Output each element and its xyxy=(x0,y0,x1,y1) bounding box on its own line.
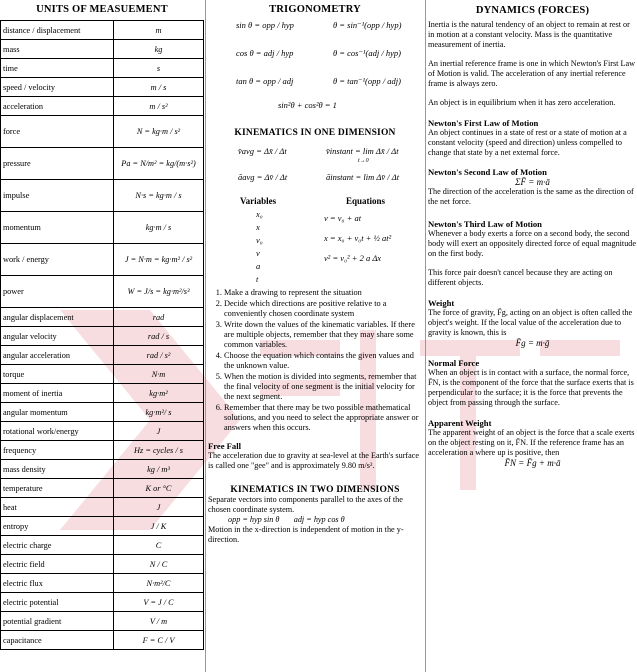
units-quantity: angular velocity xyxy=(1,327,114,346)
variables-heading: Variables xyxy=(240,196,277,206)
units-quantity: angular momentum xyxy=(1,403,114,422)
units-unit: J xyxy=(114,498,204,517)
units-quantity: mass xyxy=(1,40,114,59)
units-row xyxy=(1,365,204,384)
units-unit: kg·m²/ s xyxy=(114,403,204,422)
apparent-text: The apparent weight of an object is the force that a scale exerts on the object resting on it, F̄N. If the reference frame has an acceleration a where up is positive, then xyxy=(428,428,635,457)
dynamics-heading: DYNAMICS (FORCES) xyxy=(475,5,590,16)
units-unit: K or °C xyxy=(114,479,204,498)
units-row xyxy=(1,498,204,517)
units-row xyxy=(1,40,204,59)
units-row xyxy=(1,631,204,650)
equation-item: v² = v₀² + 2 a Δx xyxy=(324,253,382,263)
kin1-ainst: āinstant = lim Δv̄ / Δt xyxy=(326,172,400,182)
units-quantity: pressure xyxy=(1,148,114,180)
equation-item: x = x₀ + v₀t + ½ at² xyxy=(324,233,392,243)
units-row xyxy=(1,212,204,244)
units-unit: V = J / C xyxy=(114,593,204,612)
units-row xyxy=(1,479,204,498)
frame-text: An inertial reference frame is one in which Newton's First Law of Motion is valid. The acceleration of any inertial reference frame is always zero. xyxy=(428,59,636,88)
units-row xyxy=(1,517,204,536)
apparent-heading: Apparent Weight xyxy=(428,418,492,428)
units-row xyxy=(1,21,204,40)
kin2-heading: KINEMATICS IN TWO DIMENSIONS xyxy=(230,485,400,495)
units-quantity: time xyxy=(1,59,114,78)
units-unit: N·m²/C xyxy=(114,574,204,593)
normal-text: When an object is in contact with a surface, the normal force, F̄N, is the component of the force that the surface exerts that is perpendicular to the surface; it is the force that prevents the object from passing through the surface. xyxy=(428,368,634,407)
units-row xyxy=(1,148,204,180)
step-item: 1. Make a drawing to represent the situation xyxy=(224,288,422,298)
units-unit: m / s xyxy=(114,78,204,97)
units-quantity: temperature xyxy=(1,479,114,498)
units-unit: rad / s² xyxy=(114,346,204,365)
trig-sin: sin θ = opp / hyp xyxy=(236,20,294,30)
units-unit: m xyxy=(114,21,204,40)
units-row xyxy=(1,346,204,365)
units-quantity: force xyxy=(1,116,114,148)
divider-2 xyxy=(425,0,426,672)
dynamics-column xyxy=(428,0,637,468)
units-unit: kg / m³ xyxy=(114,460,204,479)
variable-item: v xyxy=(256,248,260,258)
units-quantity: angular acceleration xyxy=(1,346,114,365)
kin1-lim-sub: t→0 xyxy=(358,158,369,164)
units-quantity: capacitance xyxy=(1,631,114,650)
units-unit: N·s = kg·m / s xyxy=(114,180,204,212)
units-row xyxy=(1,574,204,593)
step-item: 6. Remember that there may be two possible mathematical solutions, and you need to select the appropriate answer or answers when this occurs. xyxy=(224,403,422,433)
steps-list xyxy=(208,288,422,433)
units-row xyxy=(1,555,204,574)
units-row xyxy=(1,78,204,97)
trig-heading: TRIGONOMETRY xyxy=(269,4,361,15)
units-row xyxy=(1,460,204,479)
units-quantity: frequency xyxy=(1,441,114,460)
units-row xyxy=(1,536,204,555)
units-quantity: electric flux xyxy=(1,574,114,593)
units-unit: J / K xyxy=(114,517,204,536)
units-row xyxy=(1,180,204,212)
units-quantity: electric potential xyxy=(1,593,114,612)
units-row xyxy=(1,422,204,441)
law1-text: An object continues in a state of rest or a state of motion at a constant velocity (speed and direction) unless compelled to change that state by a net external force. xyxy=(428,128,627,157)
equations-list xyxy=(324,208,391,268)
units-quantity: heat xyxy=(1,498,114,517)
law2-text: The direction of the acceleration is the same as the direction of the net force. xyxy=(428,187,634,206)
units-row xyxy=(1,327,204,346)
units-table xyxy=(0,20,204,650)
units-unit: m / s² xyxy=(114,97,204,116)
law1-heading: Newton's First Law of Motion xyxy=(428,118,539,128)
units-row xyxy=(1,612,204,631)
units-unit: rad xyxy=(114,308,204,327)
units-quantity: electric charge xyxy=(1,536,114,555)
weight-heading: Weight xyxy=(428,298,455,308)
units-quantity: potential gradient xyxy=(1,612,114,631)
trig-identity: sin²θ + cos²θ = 1 xyxy=(278,100,337,110)
units-quantity: power xyxy=(1,276,114,308)
units-unit: N = kg·m / s² xyxy=(114,116,204,148)
units-unit: J xyxy=(114,422,204,441)
law2-equation: ΣF̄ = m·ā xyxy=(515,177,550,187)
variable-item: x xyxy=(256,222,260,232)
units-row xyxy=(1,59,204,78)
units-unit: rad / s xyxy=(114,327,204,346)
kin2-eq2: adj = hyp cos θ xyxy=(293,515,345,524)
units-quantity: torque xyxy=(1,365,114,384)
divider-1 xyxy=(205,0,206,672)
kin2-eq1: opp = hyp sin θ xyxy=(228,515,280,524)
law3-heading: Newton's Third Law of Motion xyxy=(428,219,542,229)
units-row xyxy=(1,276,204,308)
variable-item: x₀ xyxy=(256,209,263,219)
kin2-text: Separate vectors into components parallel to the axes of the chosen coordinate system. xyxy=(208,495,403,514)
weight-text: The force of gravity, F̄g, acting on an object is often called the object's weight. If the local value of the acceleration due to gravity is known, this is xyxy=(428,308,633,337)
step-item: 3. Write down the values of the kinematic variables. If there are multiple objects, remember that they may share some common variables. xyxy=(224,320,422,350)
trig-cos: cos θ = adj / hyp xyxy=(236,48,294,58)
variables-list xyxy=(256,208,263,286)
units-unit: W = J/s = kg·m²/s³ xyxy=(114,276,204,308)
kin1-vavg: v̄avg = Δx̄ / Δt xyxy=(238,146,287,156)
units-quantity: momentum xyxy=(1,212,114,244)
units-row xyxy=(1,116,204,148)
units-quantity: impulse xyxy=(1,180,114,212)
units-unit: kg xyxy=(114,40,204,59)
units-heading: UNITS OF MEASUEMENT xyxy=(36,4,168,15)
units-unit: s xyxy=(114,59,204,78)
freefall-heading: Free Fall xyxy=(208,441,242,451)
units-row xyxy=(1,308,204,327)
law3-text: Whenever a body exerts a force on a second body, the second body will exert an oppositely directed force of equal magnitude on the first body. xyxy=(428,229,637,258)
weight-equation: F̄g = m·ḡ xyxy=(515,338,550,348)
units-quantity: rotational work/energy xyxy=(1,422,114,441)
units-unit: kg·m² xyxy=(114,384,204,403)
units-quantity: work / energy xyxy=(1,244,114,276)
units-row xyxy=(1,441,204,460)
step-item: 2. Decide which directions are positive relative to a conveniently chosen coordinate system xyxy=(224,299,422,319)
units-row xyxy=(1,244,204,276)
kin2-text2: Motion in the x-direction is independent of motion in the y-direction. xyxy=(208,525,404,544)
variable-item: t xyxy=(256,274,259,284)
kin1-aavg: āavg = Δv̄ / Δt xyxy=(238,172,288,182)
units-unit: kg·m / s xyxy=(114,212,204,244)
units-unit: F = C / V xyxy=(114,631,204,650)
kin2-eqs xyxy=(208,515,422,525)
kin1-block xyxy=(208,138,422,196)
units-quantity: mass density xyxy=(1,460,114,479)
variables-block xyxy=(208,196,422,288)
equilibrium-text: An object is in equilibrium when it has zero acceleration. xyxy=(428,98,616,107)
equation-item: v = v₀ + at xyxy=(324,213,362,223)
apparent-equation: F̄N = F̄g + m·ā xyxy=(504,458,561,468)
units-column xyxy=(0,0,204,650)
units-row xyxy=(1,403,204,422)
units-quantity: acceleration xyxy=(1,97,114,116)
units-unit: Pa = N/m² = kg/(m·s²) xyxy=(114,148,204,180)
units-unit: V / m xyxy=(114,612,204,631)
trig-asin: θ = sin⁻¹(opp / hyp) xyxy=(333,20,402,30)
freefall-text: The acceleration due to gravity at sea-level at the Earth's surface is called one "gee" and is approximately 9.80 m/s². xyxy=(208,451,420,470)
units-unit: Hz = cycles / s xyxy=(114,441,204,460)
equations-heading: Equations xyxy=(346,196,386,206)
kin1-vinst: v̄instant = lim Δx̄ / Δt xyxy=(326,146,399,156)
units-unit: J = N·m = kg·m² / s² xyxy=(114,244,204,276)
units-row xyxy=(1,97,204,116)
step-item: 5. When the motion is divided into segments, remember that the final velocity of one segment is the initial velocity for the next segment. xyxy=(224,372,422,402)
trig-block xyxy=(208,18,422,114)
units-unit: C xyxy=(114,536,204,555)
inertia-text: Inertia is the natural tendency of an object to remain at rest or in motion at a constant velocity. Mass is the quantitative measurement of inertia. xyxy=(428,20,630,49)
law3b-text: This force pair doesn't cancel because they are acting on different objects. xyxy=(428,268,613,287)
trig-tan: tan θ = opp / adj xyxy=(236,76,294,86)
variable-item: v₀ xyxy=(256,235,263,245)
law2-heading: Newton's Second Law of Motion xyxy=(428,167,547,177)
units-unit: N·m xyxy=(114,365,204,384)
units-quantity: electric field xyxy=(1,555,114,574)
step-item: 4. Choose the equation which contains the given values and the unknown value. xyxy=(224,351,422,371)
units-quantity: entropy xyxy=(1,517,114,536)
kin1-heading: KINEMATICS IN ONE DIMENSION xyxy=(234,128,396,138)
units-unit: N / C xyxy=(114,555,204,574)
variable-item: a xyxy=(256,261,261,271)
trig-atan: θ = tan⁻¹(opp / adj) xyxy=(333,76,401,86)
units-quantity: moment of inertia xyxy=(1,384,114,403)
normal-heading: Normal Force xyxy=(428,358,480,368)
units-quantity: speed / velocity xyxy=(1,78,114,97)
units-row xyxy=(1,593,204,612)
units-quantity: angular displacement xyxy=(1,308,114,327)
kinematics-column xyxy=(208,0,422,545)
trig-acos: θ = cos⁻¹(adj / hyp) xyxy=(333,48,401,58)
units-row xyxy=(1,384,204,403)
units-quantity: distance / displacement xyxy=(1,21,114,40)
